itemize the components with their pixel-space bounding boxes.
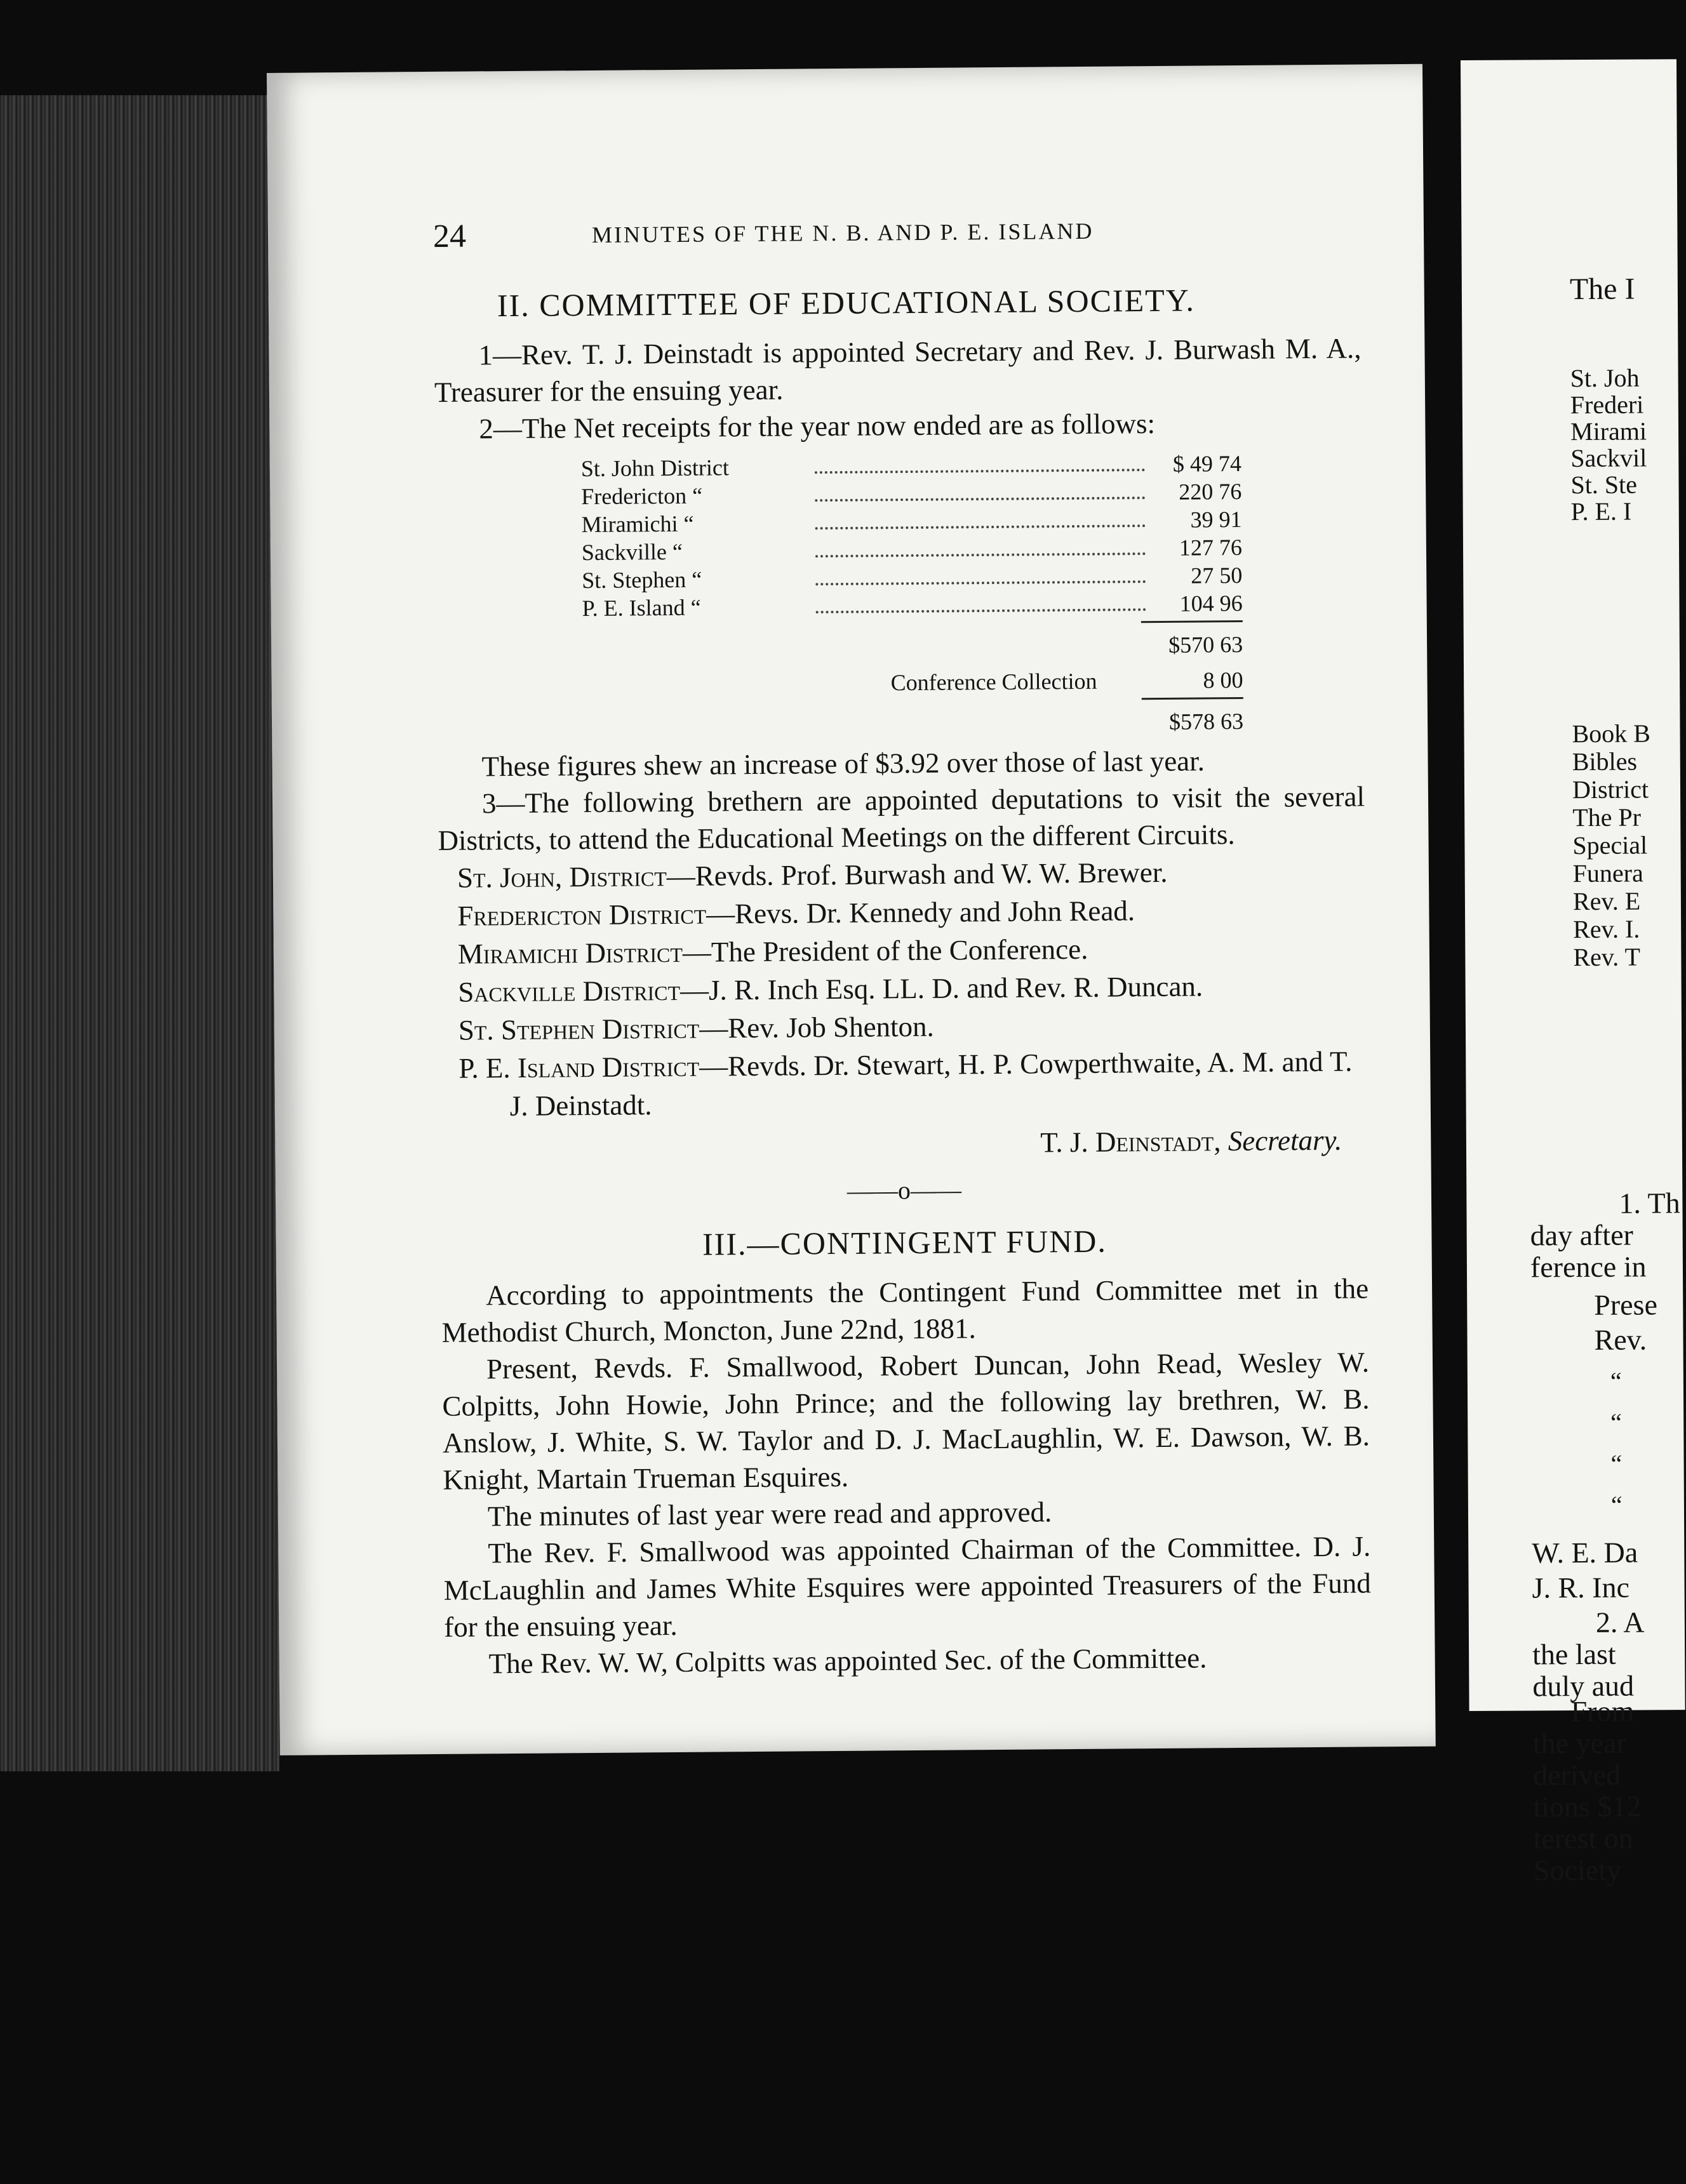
dot-leader <box>815 496 1145 502</box>
right-page-line: Book B <box>1572 719 1651 749</box>
section-3-paragraph: The Rev. W. W, Colpitts was appointed Sec. of the Committee. <box>488 1642 1207 1680</box>
right-page-line: Rev. <box>1594 1323 1647 1356</box>
total-row <box>583 699 1243 740</box>
deputation-names: —Revds. Dr. Stewart, H. P. Cowperthwaite, A. M. and T. J. Deinstadt. <box>509 1045 1353 1122</box>
right-page-line: “ <box>1610 1490 1622 1519</box>
right-page-line: W. E. Da <box>1532 1536 1638 1569</box>
deputation-district: P. E. Island District <box>458 1050 700 1084</box>
deputation-district: Fredericton District <box>457 898 707 932</box>
right-page-line: Rev. E <box>1572 886 1641 916</box>
right-page-line: Rev. I. <box>1573 914 1640 944</box>
right-page-line: “ <box>1610 1408 1622 1437</box>
deputation-item <box>457 851 1365 896</box>
deputation-list <box>438 851 1367 1125</box>
right-page-line: Bibles <box>1572 747 1638 776</box>
right-page-line: derived <box>1533 1758 1621 1792</box>
signature-title: Secretary. <box>1228 1124 1342 1157</box>
district-name: Sackville “ <box>581 538 683 566</box>
subtotal-amount: $570 63 <box>1168 631 1243 658</box>
right-page-line: “ <box>1610 1449 1622 1478</box>
dot-leader <box>815 524 1146 529</box>
collection-label: Conference Collection <box>890 668 1097 696</box>
para-3: 3—The following brethern are appointed deputations to visit the several Districts, to attend the Educational Meetings on the different Circuits. <box>438 780 1365 856</box>
district-name: P. E. Island “ <box>582 594 701 622</box>
deputation-names: —Revs. Dr. Kennedy and John Read. <box>706 895 1135 930</box>
increase-paragraph: These figures shew an increase of $3.92 over those of last year. <box>481 745 1205 783</box>
right-page-line: duly aud <box>1532 1669 1635 1703</box>
district-name: Fredericton “ <box>581 483 703 510</box>
para-2: 2—The Net receipts for the year now ended are as follows: <box>479 408 1156 445</box>
right-page-line: District <box>1572 775 1649 804</box>
deputation-district: St. John, District <box>457 860 667 894</box>
right-page-line: day after <box>1530 1218 1633 1252</box>
district-amount: 127 76 <box>1179 534 1243 561</box>
section-divider: ——o—— <box>846 1175 962 1205</box>
deputation-names: —J. R. Inch Esq. LL. D. and Rev. R. Duncan. <box>679 970 1203 1006</box>
right-page-line: Frederi <box>1570 390 1644 420</box>
right-page-line: From <box>1570 1695 1635 1728</box>
right-page-line: 1. Th <box>1619 1187 1680 1220</box>
para-1: 1—Rev. T. J. Deinstadt is appointed Secretary and Rev. J. Burwash M. A., Treasurer for the ensuing year. <box>434 332 1362 408</box>
right-page-line: Mirami <box>1570 416 1647 446</box>
right-page-line: the last <box>1532 1637 1616 1671</box>
right-page-line: Rev. T <box>1573 942 1641 972</box>
running-head-title: MINUTES OF THE N. B. AND P. E. ISLAND <box>591 218 1094 248</box>
right-page-line: ference in <box>1530 1250 1647 1284</box>
right-page-line: Society <box>1533 1853 1622 1887</box>
dot-leader <box>815 469 1145 474</box>
dot-leader <box>816 608 1146 613</box>
receipt-row <box>582 589 1242 622</box>
total-amount: $578 63 <box>1168 708 1244 735</box>
dot-leader <box>815 552 1146 557</box>
right-page-line: J. R. Inc <box>1532 1571 1630 1604</box>
collection-amount: 8 00 <box>1203 667 1243 693</box>
district-amount: 27 50 <box>1191 562 1243 589</box>
right-page-line: 2. A <box>1595 1606 1645 1639</box>
deputation-item <box>458 1042 1367 1125</box>
right-page-line: P. E. I <box>1570 496 1632 526</box>
right-page-line: the year <box>1532 1726 1626 1760</box>
signature <box>440 1124 1342 1164</box>
deputation-item <box>458 928 1366 973</box>
district-amount: 104 96 <box>1179 590 1243 616</box>
deputation-item <box>457 889 1365 935</box>
signature-name: T. J. Deinstadt, <box>1040 1125 1221 1159</box>
subtotal-row <box>582 622 1243 663</box>
section-3-paragraph: The minutes of last year were read and approved. <box>487 1496 1052 1533</box>
deputation-names: —Rev. Job Shenton. <box>699 1010 935 1044</box>
section-3-paragraph: According to appointments the Contingent Fund Committee met in the Methodist Church, Moncton, June 22nd, 1881. <box>441 1272 1369 1348</box>
right-page-line: Prese <box>1594 1288 1658 1321</box>
section-3-paragraph: The Rev. F. Smallwood was appointed Chairman of the Committee. D. J. McLaughlin and James White Esquires were appointed Treasurers of the Fund for the ensuing year. <box>443 1530 1371 1643</box>
section-2-title: II. COMMITTEE OF EDUCATIONAL SOCIETY. <box>497 282 1196 324</box>
right-page-line: Funera <box>1572 858 1643 888</box>
district-name: St. John District <box>580 455 730 482</box>
district-name: Miramichi “ <box>581 510 694 538</box>
section-3-title: III.—CONTINGENT FUND. <box>702 1223 1107 1262</box>
right-page-line: St. Ste <box>1570 470 1638 500</box>
running-head <box>433 210 1361 287</box>
right-page-line: tions $12 <box>1533 1790 1642 1823</box>
deputation-names: —Revds. Prof. Burwash and W. W. Brewer. <box>666 856 1168 893</box>
section-3-paragraph: Present, Revds. F. Smallwood, Robert Duncan, John Read, Wesley W. Colpitts, John Howie, John Prince; and the following lay brethren, W. B. Anslow, J. White, S. W. Taylor and D. J. MacLaughlin, W. E. Dawson, W. B. Knight, Martain Trueman Esquires. <box>442 1346 1370 1496</box>
right-page-line: St. Joh <box>1570 363 1640 393</box>
right-page-line: terest on <box>1533 1821 1633 1855</box>
right-page-line: The I <box>1569 272 1635 307</box>
page-content <box>433 210 1372 1682</box>
book-page-edges <box>0 95 279 1771</box>
deputation-district: Miramichi District <box>457 936 683 970</box>
district-amount: 220 76 <box>1179 478 1242 505</box>
right-page-line: Special <box>1572 830 1648 860</box>
right-page-line: Sackvil <box>1570 443 1647 473</box>
page-number: 24 <box>432 218 467 255</box>
right-page-line: The Pr <box>1572 802 1642 832</box>
left-page <box>267 64 1436 1755</box>
district-amount: 39 91 <box>1190 506 1242 533</box>
collection-row <box>582 658 1243 698</box>
receipts-table <box>581 449 1244 740</box>
deputation-district: St. Stephen District <box>458 1012 700 1046</box>
right-page-line: “ <box>1610 1366 1622 1395</box>
deputation-names: —The President of the Conference. <box>682 933 1088 968</box>
district-name: St. Stephen “ <box>582 566 702 594</box>
deputation-district: Sackville District <box>458 974 681 1008</box>
right-page-partial <box>1461 59 1685 1887</box>
district-amount: $ 49 74 <box>1172 450 1242 477</box>
deputation-item <box>458 966 1366 1011</box>
deputation-item <box>458 1004 1367 1049</box>
dot-leader <box>815 580 1146 585</box>
